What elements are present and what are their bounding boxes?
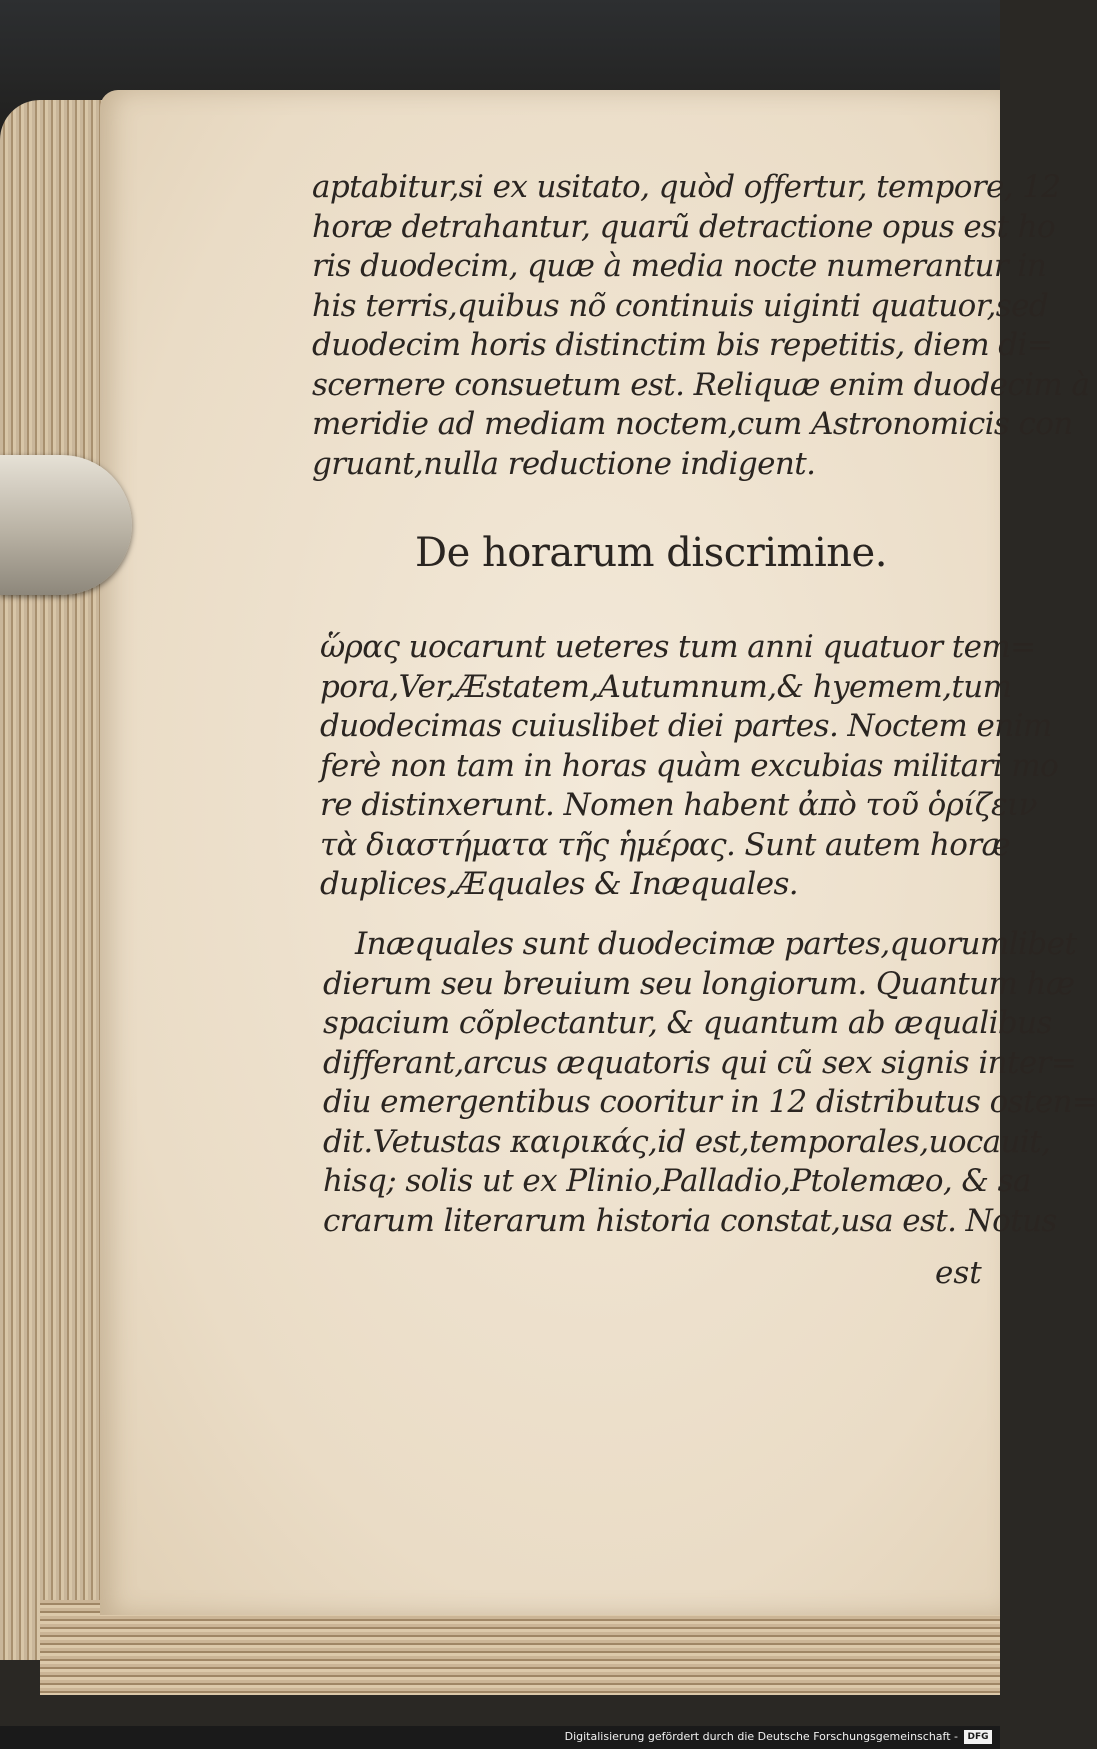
text-line: duodecim horis distinctim bis repetitis, diem di= — [312, 327, 1053, 363]
text-line: ὥρας uocarunt ueteres tum anni quatuor tem= — [320, 629, 1036, 665]
text-line: ferè non tam in horas quàm excubias militari mo — [320, 747, 1059, 784]
paragraph-inaequales — [323, 925, 1097, 1241]
text-line: differant,arcus æquatoris qui cũ sex signis inter= — [323, 1044, 1077, 1081]
text-line: aptabitur,si ex usitato, quòd offertur, tempore, 12 — [312, 169, 1061, 205]
text-line: diu emergentibus cooritur in 12 distributus osten= — [323, 1084, 1097, 1120]
text-line: his terris,quibus nõ continuis uiginti quatuor,sed — [312, 287, 1049, 324]
text-line: spacium cõplectantur, & quantum ab æqualibus — [323, 1005, 1052, 1041]
text-line: scernere consuetum est. Reliquæ enim duodecim à — [312, 366, 1090, 403]
book-page-edges — [0, 100, 110, 1660]
text-line: ris duodecim, quæ à media nocte numerantur in — [312, 248, 1047, 284]
text-line: gruant,nulla reductione indigent. — [312, 445, 816, 482]
text-line: duodecimas cuiuslibet diei partes. Noctem enim — [320, 708, 1052, 744]
text-line: meridie ad mediam noctem,cum Astronomicis con — [312, 406, 1073, 442]
text-line: pora,Ver,Æstatem,Autumnum,& hyemem,tum — [320, 668, 1012, 705]
text-line: dierum seu breuium seu longiorum. Quantum hæ — [323, 965, 1075, 1002]
section-heading: De horarum discrimine. — [415, 530, 887, 576]
paragraph-continuation — [312, 168, 1090, 484]
catchword: est — [935, 1255, 982, 1291]
text-line: duplices,Æquales & Inæquales. — [320, 866, 799, 902]
text-line: dit.Vetustas καιρικάς,id est,temporales,uocauit, — [323, 1123, 1051, 1160]
text-line: crarum literarum historia constat,usa est. Notus — [323, 1202, 1057, 1239]
footer-credit: Digitalisierung gefördert durch die Deutsche Forschungsgemeinschaft - — [564, 1730, 958, 1743]
text-line: τὰ διαστήματα τῆς ἡμέρας. Sunt autem horæ — [320, 826, 1011, 863]
footer-bar — [0, 1726, 1000, 1749]
dfg-logo: DFG — [964, 1730, 992, 1744]
text-line: Inæquales sunt duodecimæ partes,quorumlibet — [355, 926, 1077, 962]
text-line: re distinxerunt. Nomen habent ἀπὸ τοῦ ὁρίζειν — [320, 787, 1037, 823]
text-line: hisq; solis ut ex Plinio,Palladio,Ptolemæo, & sa — [323, 1163, 1031, 1199]
text-line: horæ detrahantur, quarũ detractione opus est ho — [312, 208, 1056, 245]
paragraph-horae — [320, 628, 1059, 905]
